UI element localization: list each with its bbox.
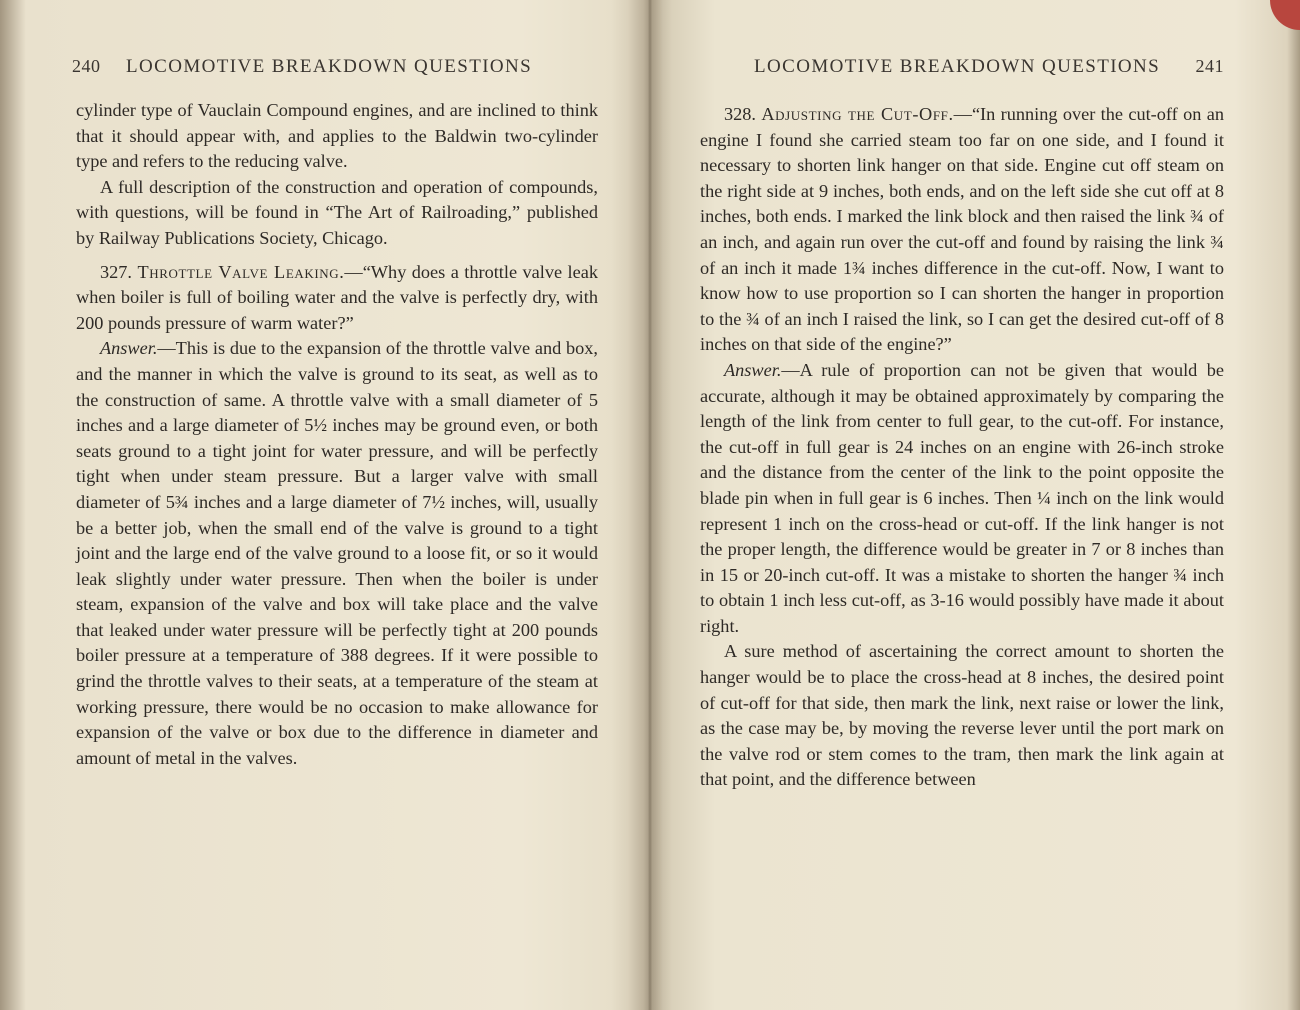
- answer-327: [76, 336, 598, 771]
- question-328-text: —“In running over the cut-off on an engine I found she carried steam too far on one side, and I found it necessary to shorten link hanger on that side. Engine cut off steam on the right side at 9 inches, both ends, and on the left side she cut off at 8 inches, both ends. I marked the link block and then raised the link ¾ of an inch, and again run over the cut-off and found by raising the link ¾ of an inch it made 1¾ inches difference in the cut-off. Now, I want to know how to use proportion so I can shorten the hanger in proportion to the ¾ of an inch I raised the link, so I can get the desired cut-off of 8 inches on that side of the engine?”: [700, 104, 1224, 355]
- left-paragraph-2: A full description of the construction and operation of compounds, with questions, will be found in “The Art of Railroading,” published by Railway Publications Society, Chicago.: [76, 176, 598, 248]
- answer-327-text: —This is due to the expansion of the throttle valve and box, and the manner in which the valve is ground to its seat, as well as to the construction of same. A throttle valve with a small diameter of 5 inches and a large diameter of 5½ inches may be ground even, or both seats ground to a tight joint for water pressure, and will be perfectly tight when under steam pressure. But a larger valve with small diameter of 5¾ inches and a large diameter of 7½ inches, will, usually be a better job, when the small end of the valve is ground to a tight joint and the large end of the valve ground to a loose fit, or so it would leak slightly under water pressure. Then when the boiler is under steam, expansion of the valve and box will take place and the valve that leaked under water pressure will be perfectly tight at 200 pounds boiler pressure at a temperature of 388 degrees. If it were possible to grind the throttle valves to their seats, at a temperature of the steam at working pressure, there would be no occasion to make allowance for expansion of the valve or box due to the difference in diameter and amount of metal in the valves.: [76, 338, 598, 768]
- answer-328: [700, 358, 1224, 640]
- question-328-heading: Adjusting the Cut-Off.: [761, 104, 954, 124]
- answer-328-label: Answer.: [724, 359, 782, 380]
- question-327-heading: Throttle Valve Leaking.: [137, 261, 345, 282]
- question-327-number: 327.: [100, 261, 132, 282]
- question-328: [700, 102, 1224, 358]
- right-running-title: LOCOMOTIVE BREAKDOWN QUESTIONS: [754, 56, 1161, 77]
- left-page-body: [76, 98, 598, 771]
- book-spine: [628, 0, 672, 1010]
- question-328-number: 328.: [724, 104, 756, 124]
- right-page-body: [700, 102, 1224, 793]
- right-final-paragraph: A sure method of ascertaining the correct amount to shorten the hanger would be to place the cross-head at 8 inches, the desired point of cut-off for that side, then mark the link, next raise or lower the link, as the case may be, by moving the reverse lever until the port mark on the valve rod or stem comes to the tram, then mark the link again at that point, and the difference between: [700, 641, 1224, 790]
- book-cover-corner: [1270, 0, 1300, 30]
- left-running-title: LOCOMOTIVE BREAKDOWN QUESTIONS: [126, 56, 533, 77]
- answer-327-label: Answer.: [100, 338, 158, 359]
- question-327: [76, 260, 598, 337]
- answer-328-text: —A rule of proportion can not be given that would be accurate, although it may be obtained approximately by comparing the length of the link from center to full gear, to the cut-off. For instance, the cut-off in full gear is 24 inches on an engine with 26-inch stroke and the distance from the center of the link to the point opposite the blade pin when in full gear is 6 inches. Then ¼ inch on the link would represent 1 inch on the cross-head or cut-off. If the link hanger is not the proper length, the difference would be greater in 7 or 8 inches than in 15 or 20-inch cut-off. It was a mistake to shorten the hanger ¾ inch to obtain 1 inch less cut-off, as 3-16 would possibly have made it about right.: [700, 359, 1224, 636]
- right-page-number: 241: [1195, 56, 1224, 76]
- right-page: [700, 0, 1224, 1010]
- left-page-number: 240: [72, 56, 101, 76]
- right-running-head: [700, 56, 1224, 82]
- question-327-text: —“Why does a throttle valve leak when boiler is full of boiling water and the valve is perfectly dry, with 200 pounds pressure of warm water?”: [76, 261, 598, 333]
- left-paragraph-1: cylinder type of Vauclain Compound engines, and are inclined to think that it should appear with, and applies to the Baldwin two-cylinder type and refers to the reducing valve.: [76, 100, 598, 172]
- left-page: [72, 0, 598, 1010]
- left-running-head: [72, 56, 598, 82]
